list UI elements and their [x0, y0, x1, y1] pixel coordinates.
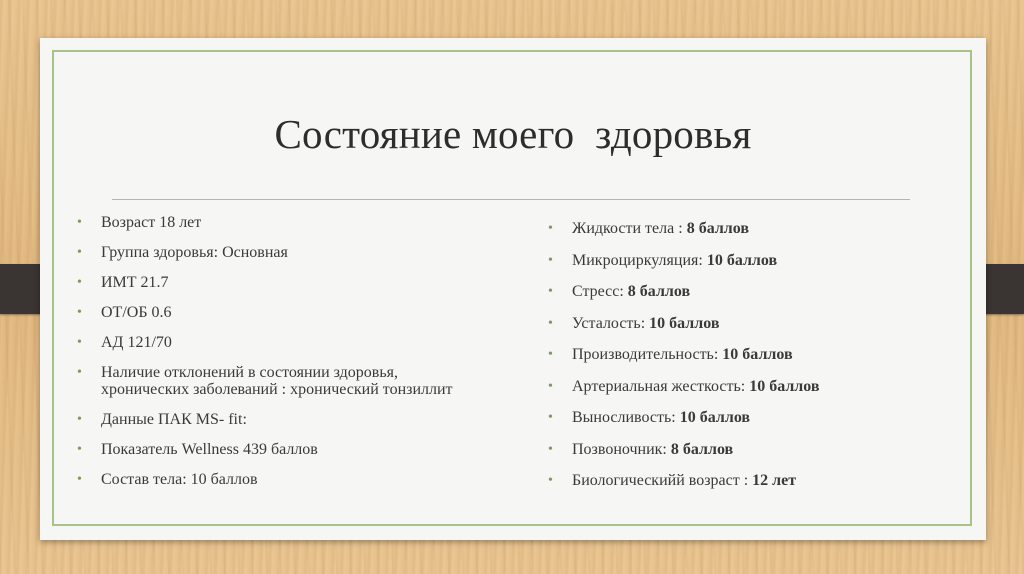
bullet-icon: •	[77, 335, 82, 350]
bullet-icon: •	[548, 347, 553, 362]
title-divider	[112, 199, 910, 200]
metric-label: Жидкости тела :	[572, 220, 687, 237]
list-item	[77, 274, 477, 291]
list-item	[77, 334, 477, 351]
bullet-icon: •	[77, 412, 82, 427]
metric-value: 10 баллов	[649, 314, 720, 332]
tape-left	[0, 264, 42, 314]
list-item-text: ИМТ 21.7	[101, 274, 169, 291]
list-item	[548, 378, 948, 395]
list-item	[77, 441, 477, 458]
list-item	[77, 214, 477, 231]
bullet-icon: •	[77, 365, 82, 380]
metric-label: Стресс:	[572, 283, 628, 300]
list-item-text: Состав тела: 10 баллов	[101, 471, 258, 488]
list-item	[548, 252, 948, 269]
list-item-text: Данные ПАК MS- fit:	[101, 411, 247, 428]
list-item-text: Наличие отклонений в состоянии здоровья, хронических заболеваний : хронический тонзиллит	[101, 364, 453, 398]
list-item-text: Возраст 18 лет	[101, 214, 202, 231]
list-item	[548, 346, 948, 363]
bullet-icon: •	[548, 473, 553, 488]
bullet-icon: •	[77, 275, 82, 290]
metric-label: Микроциркуляция:	[572, 251, 707, 269]
metric-value: 10 баллов	[679, 409, 751, 426]
list-item	[548, 283, 948, 300]
list-item	[548, 472, 948, 489]
metric-label: Артериальная жесткость:	[572, 377, 750, 395]
metric-label: Биологическийй возраст :	[572, 472, 753, 489]
list-item	[77, 471, 477, 488]
metric-value: 8 баллов	[627, 283, 691, 300]
left-bullet-list	[77, 214, 477, 501]
metric-value: 8 баллов	[686, 220, 750, 237]
list-item	[548, 220, 948, 237]
list-item-text: Показатель Wellness 439 баллов	[101, 441, 318, 458]
bullet-icon: •	[548, 315, 553, 331]
list-item	[77, 244, 477, 261]
list-item-text: Группа здоровья: Основная	[101, 244, 288, 261]
metric-value: 10 баллов	[749, 377, 820, 395]
bullet-icon: •	[77, 245, 82, 260]
metric-label: Производительность:	[572, 346, 723, 363]
bullet-icon: •	[548, 410, 553, 425]
metric-label: Усталость:	[572, 314, 650, 332]
list-item	[77, 411, 477, 428]
metric-value: 8 баллов	[670, 440, 734, 458]
bullet-icon: •	[77, 305, 82, 320]
list-item-text: АД 121/70	[101, 334, 172, 351]
metric-value: 12 лет	[752, 472, 797, 489]
bullet-icon: •	[77, 215, 82, 230]
list-item	[548, 315, 948, 332]
slide-title: Состояние моего здоровья	[274, 111, 752, 157]
list-item	[548, 409, 948, 426]
list-item	[77, 304, 477, 321]
bullet-icon: •	[77, 472, 82, 487]
list-item	[548, 441, 948, 458]
bullet-icon: •	[548, 252, 553, 268]
metric-value: 10 баллов	[706, 251, 778, 269]
list-item	[77, 364, 477, 398]
bullet-icon: •	[548, 221, 553, 236]
metric-value: 10 баллов	[722, 346, 793, 363]
slide-paper	[40, 38, 986, 540]
metric-label: Позвоночник:	[572, 440, 671, 458]
bullet-icon: •	[548, 441, 553, 457]
bullet-icon: •	[77, 442, 82, 457]
bullet-icon: •	[548, 378, 553, 394]
right-bullet-list	[548, 220, 948, 504]
metric-label: Выносливость:	[572, 409, 680, 426]
bullet-icon: •	[548, 284, 553, 299]
list-item-text: ОТ/ОБ 0.6	[101, 304, 172, 321]
